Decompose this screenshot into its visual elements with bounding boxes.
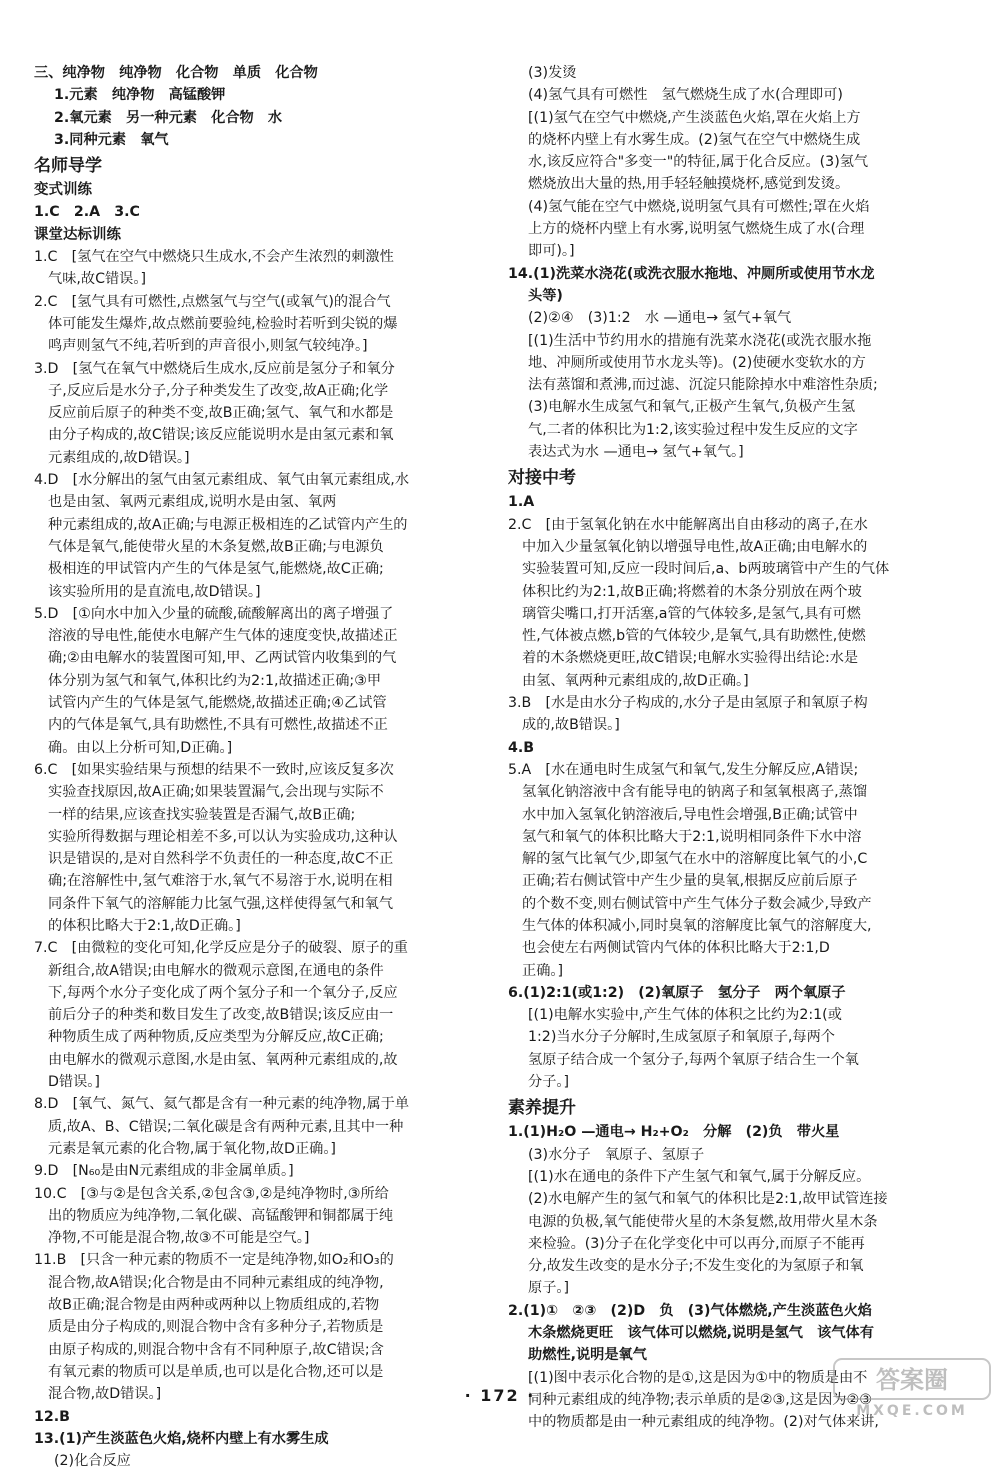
left-line: 2.氧元素 另一种元素 化合物 水 (54, 109, 283, 126)
left-line: 该实验所用的是直流电,故D错误。] (48, 583, 261, 600)
right-line: 3.B [水是由水分子构成的,水分子是由氢原子和氧原子构 (508, 695, 868, 712)
left-line: 1.元素 纯净物 高锰酸钾 (54, 87, 226, 104)
left-line: (2)化合反应 (54, 1453, 131, 1470)
right-line: 的个数不变,则右侧试管中产生气体分子数会减少,导致产 (522, 895, 872, 912)
left-line: 8.D [氧气、氮气、氦气都是含有一种元素的纯净物,属于单 (34, 1096, 410, 1113)
left-line: 3.D [氢气在氧气中燃烧后生成水,反应前是氢分子和氧分 (34, 360, 395, 377)
right-line: (2)水电解产生的氢气和氧气的体积比是2:1,故甲试管连接 (528, 1191, 888, 1208)
left-line: 由电解水的微观示意图,水是由氢、氧两种元素组成的,故 (48, 1051, 398, 1068)
left-line: 由分子构成的,故C错误;该反应能说明水是由氢元素和氧 (48, 427, 394, 444)
right-line: (3)水分子 氧原子、氢原子 (528, 1146, 705, 1163)
right-line: 14.(1)洗菜水浇花(或洗衣服水拖地、冲厕所或使用节水龙 (508, 265, 875, 282)
right-line: 也会使左右两侧试管内气体的体积比略大于2:1,D (522, 940, 830, 957)
left-line: 变式训练 (34, 182, 92, 199)
left-line: 质是由分子构成的,则混合物中含有多种分子,若物质是 (48, 1319, 384, 1336)
right-line: 燃烧放出大量的热,用手轻轻触摸烧杯,感觉到发烫。 (528, 176, 850, 193)
left-line: 课堂达标训练 (34, 226, 121, 243)
right-line: 正确。] (522, 962, 563, 979)
right-line: 来检验。(3)分子在化学变化中可以再分,而原子不能再 (528, 1235, 865, 1252)
right-line: 分,故发生改变的是水分子;不发生变化的为氢原子和氧 (528, 1258, 864, 1275)
right-line: 1:2)当水分子分解时,生成氢原子和氧原子,每两个 (528, 1029, 835, 1046)
right-line: 璃管尖嘴口,打开活塞,a管的气体较多,是氢气,具有可燃 (522, 605, 861, 622)
right-line: (2)②④ (3)1:2 水 —通电→ 氢气+氧气 (528, 310, 792, 327)
left-line: 质,故A、B、C错误;二氧化碳是含有两种元素,且其中一种 (48, 1118, 404, 1135)
left-line: 5.D [①向水中加入少量的硫酸,硫酸解离出的离子增强了 (34, 605, 394, 622)
right-line: 水中加入氢氧化钠溶液后,导电性会增强,B正确;试管中 (522, 806, 858, 823)
left-column (34, 62, 470, 1472)
left-line: 有氧元素的物质可以是单质,也可以是化合物,还可以是 (48, 1363, 384, 1380)
right-line: 的烧杯内壁上有水雾生成。(2)氢气在空气中燃烧生成 (528, 131, 861, 148)
left-line: 1.C 2.A 3.C (34, 204, 140, 221)
right-line: 2.(1)① ②③ (2)D 负 (3)气体燃烧,产生淡蓝色火焰 (508, 1302, 872, 1319)
right-line: 电源的负极,氧气能使带火星的木条复燃,故用带火星木条 (528, 1213, 878, 1230)
right-line: [(1)氢气在空气中燃烧,产生淡蓝色火焰,罩在火焰上方 (528, 109, 861, 126)
right-line: 正确;若右侧试管中产生少量的臭氧,根据反应前后原子 (522, 873, 858, 890)
right-line: 水,该反应符合"多变一"的特征,属于化合反应。(3)氢气 (528, 154, 869, 171)
left-line: 元素组成的,故D错误。] (48, 449, 190, 466)
right-line: 体积比约为2:1,故B正确;将燃着的木条分别放在两个玻 (522, 583, 862, 600)
right-line: (3)电解水生成氢气和氧气,正极产生氧气,负极产生氢 (528, 399, 856, 416)
left-line: 4.D [水分解出的氢气由氢元素组成、氧气由氧元素组成,水 (34, 472, 410, 489)
right-line: 实验装置可知,反应一段时间后,a、b两玻璃管中产生的气体 (522, 561, 890, 578)
right-line: 助燃性,说明是氧气 (528, 1347, 647, 1364)
right-line: [(1)水在通电的条件下产生氢气和氧气,属于分解反应。 (528, 1168, 871, 1185)
left-line: 下,每两个水分子变化成了两个氢分子和一个氧分子,反应 (48, 984, 398, 1001)
right-line: 由氢、氧两种元素组成的,故D正确。] (522, 672, 749, 689)
right-line: 1.A (508, 494, 535, 511)
right-line: 原子。] (528, 1280, 569, 1297)
svg-text:答案圈: 答案圈 (876, 1366, 948, 1394)
left-line: 识是错误的,是对自然科学不负责任的一种态度,故C不正 (48, 851, 394, 868)
left-line: 体可能发生爆炸,故点燃前要验纯,检验时若听到尖锐的爆 (48, 315, 398, 332)
left-line: 10.C [③与②是包含关系,②包含③,②是纯净物时,③所给 (34, 1185, 389, 1202)
section-heading: 素养提升 (508, 1098, 576, 1119)
left-line: 前后分子的种类和数目发生了改变,故B错误;该反应由一 (48, 1007, 394, 1024)
left-line: 同条件下氧气的溶解能力比氢气强,这样使得氢气和氧气 (48, 895, 394, 912)
right-line: [(1)图中表示化合物的是①,这是因为①中的物质是由不 (528, 1369, 868, 1386)
right-line: 地、冲厕所或使用节水龙头等)。(2)使硬水变软水的方 (528, 354, 866, 371)
left-line: 种元素组成的,故A正确;与电源正极相连的乙试管内产生的 (48, 516, 408, 533)
section-heading: 对接中考 (508, 468, 576, 489)
left-line: 9.D [N₆₀是由N元素组成的非金属单质。] (34, 1163, 294, 1180)
left-line: 气味,故C错误。] (48, 271, 146, 288)
left-line: 的体积比略大于2:1,故D正确。] (48, 917, 241, 934)
right-line: 生气体的体积减小,同时臭氧的溶解度比氧气的溶解度大, (522, 917, 872, 934)
right-line: 1.(1)H₂O —通电→ H₂+O₂ 分解 (2)负 带火星 (508, 1124, 840, 1141)
right-line: 氢气和氧气的体积比略大于2:1,说明相同条件下水中溶 (522, 828, 862, 845)
left-line: 气体是氧气,能使带火星的木条复燃,故B正确;与电源负 (48, 538, 384, 555)
left-line: 溶液的导电性,能使水电解产生气体的速度变快,故描述正 (48, 628, 398, 645)
left-line: 确。由以上分析可知,D正确。] (48, 739, 233, 756)
right-line: 分子。] (528, 1074, 569, 1091)
right-column (508, 62, 966, 1434)
section-heading: 名师导学 (34, 156, 102, 177)
left-line: 子,反应后是水分子,分子种类发生了改变,故A正确;化学 (48, 382, 389, 399)
right-line: [(1)生活中节约用水的措施有洗菜水浇花(或洗衣服水拖 (528, 332, 872, 349)
left-line: 故B正确;混合物是由两种或两种以上物质组成的,若物 (48, 1297, 380, 1314)
left-line: 混合物,故A错误;化合物是由不同种元素组成的纯净物, (48, 1274, 384, 1291)
left-line: 7.C [由微粒的变化可知,化学反应是分子的破裂、原子的重 (34, 940, 408, 957)
right-line: 头等) (528, 287, 563, 304)
left-line: 鸣声则氢气不纯,若听到的声音很小,则氢气较纯净。] (48, 338, 368, 355)
left-line: 内的气体是氧气,具有助燃性,不具有可燃性,故描述不正 (48, 717, 388, 734)
page-number: · 172 · (464, 1386, 536, 1405)
left-line: 种物质生成了两种物质,反应类型为分解反应,故C正确; (48, 1029, 384, 1046)
right-line: [(1)电解水实验中,产生气体的体积之比约为2:1(或 (528, 1007, 842, 1024)
right-line: 同种元素组成的纯净物;表示单质的是②③,这是因为②③ (528, 1391, 872, 1408)
left-line: 2.C [氢气具有可燃性,点燃氢气与空气(或氧气)的混合气 (34, 293, 391, 310)
right-line: (4)氢气能在空气中燃烧,说明氢气具有可燃性;罩在火焰 (528, 198, 870, 215)
left-line: 13.(1)产生淡蓝色火焰,烧杯内壁上有水雾生成 (34, 1430, 329, 1447)
right-line: 法有蒸馏和煮沸,而过滤、沉淀只能除掉水中难溶性杂质; (528, 377, 878, 394)
right-line: 解的氢气比氧气少,即氢气在水中的溶解度比氧气的小,C (522, 851, 868, 868)
left-line: 出的物质应为纯净物,二氧化碳、高锰酸钾和铜都属于纯 (48, 1207, 394, 1224)
right-line: 中加入少量氢氧化钠以增强导电性,故A正确;由电解水的 (522, 538, 868, 555)
left-line: 一样的结果,应该查找实验装置是否漏气,故B正确; (48, 806, 356, 823)
right-line: 2.C [由于氢氧化钠在水中能解离出自由移动的离子,在水 (508, 516, 868, 533)
left-line: 净物,不可能是混合物,故③不可能是空气。] (48, 1230, 310, 1247)
left-line: 实验所得数据与理论相差不多,可以认为实验成功,这种认 (48, 828, 398, 845)
left-line: 新组合,故A错误;由电解水的微观示意图,在通电的条件 (48, 962, 384, 979)
left-line: 极相连的甲试管内产生的气体是氢气,能燃烧,故C正确; (48, 561, 384, 578)
right-line: 即可)。] (528, 243, 575, 260)
right-line: 木条燃烧更旺 该气体可以燃烧,说明是氢气 该气体有 (528, 1325, 874, 1342)
left-line: 实验查找原因,故A正确;如果装置漏气,会出现与实际不 (48, 784, 384, 801)
left-line: 也是由氢、氧两元素组成,说明水是由氢、氧两 (48, 494, 337, 511)
right-line: (3)发烫 (528, 65, 577, 81)
right-line: 表达式为水 —通电→ 氢气+氧气。] (528, 444, 744, 461)
left-line: 11.B [只含一种元素的物质不一定是纯净物,如O₂和O₃的 (34, 1252, 394, 1269)
right-line: 5.A [水在通电时生成氢气和氧气,发生分解反应,A错误; (508, 761, 859, 778)
left-line: 确;在溶解性中,氢气难溶于水,氧气不易溶于水,说明在相 (48, 873, 393, 890)
left-line: 混合物,故D错误。] (48, 1386, 162, 1403)
right-line: 性,气体被点燃,b管的气体较少,是氧气,具有助燃性,使燃 (522, 628, 866, 645)
left-line: 由原子构成的,则混合物中含有不同种原子,故C错误;含 (48, 1341, 384, 1358)
left-line: 3.同种元素 氧气 (54, 131, 169, 148)
right-line: 着的木条燃烧更旺,故C错误;电解水实验得出结论:水是 (522, 650, 859, 667)
svg-text:MXQE.COM: MXQE.COM (856, 1403, 968, 1419)
watermark-logo (832, 1357, 992, 1419)
right-line: 气,二者的体积比为1:2,该实验过程中发生反应的文字 (528, 421, 858, 438)
right-line: 氢原子结合成一个氢分子,每两个氧原子结合生一个氧 (528, 1051, 859, 1068)
right-line: 6.(1)2:1(或1:2) (2)氧原子 氢分子 两个氧原子 (508, 984, 846, 1001)
left-line: D错误。] (48, 1074, 100, 1091)
left-line: 确;②由电解水的装置图可知,甲、乙两试管内收集到的气 (48, 650, 397, 667)
left-line: 三、纯净物 纯净物 化合物 单质 化合物 (34, 65, 318, 81)
right-line: 4.B (508, 739, 535, 756)
left-line: 元素是氧元素的化合物,属于氧化物,故D正确。] (48, 1140, 336, 1157)
left-line: 1.C [氢气在空气中燃烧只生成水,不会产生浓烈的刺激性 (34, 249, 394, 266)
right-line: 上方的烧杯内壁上有水雾,说明氢气燃烧生成了水(合理 (528, 221, 865, 238)
left-line: 试管内产生的气体是氢气,能燃烧,故描述正确;④乙试管 (48, 695, 387, 712)
left-line: 6.C [如果实验结果与预想的结果不一致时,应该反复多次 (34, 761, 394, 778)
right-line: (4)氢气具有可燃性 氢气燃烧生成了水(合理即可) (528, 87, 843, 104)
left-line: 体分别为氢气和氧气,体积比约为2:1,故描述正确;③甲 (48, 672, 382, 689)
right-line: 成的,故B错误。] (522, 717, 620, 734)
left-line: 12.B (34, 1408, 70, 1425)
right-line: 氢氧化钠溶液中含有能导电的钠离子和氢氧根离子,蒸馏 (522, 784, 868, 801)
left-line: 反应前后原子的种类不变,故B正确;氢气、氧气和水都是 (48, 405, 394, 422)
right-line: 中的物质都是由一种元素组成的纯净物。(2)对气体来讲, (528, 1414, 879, 1431)
